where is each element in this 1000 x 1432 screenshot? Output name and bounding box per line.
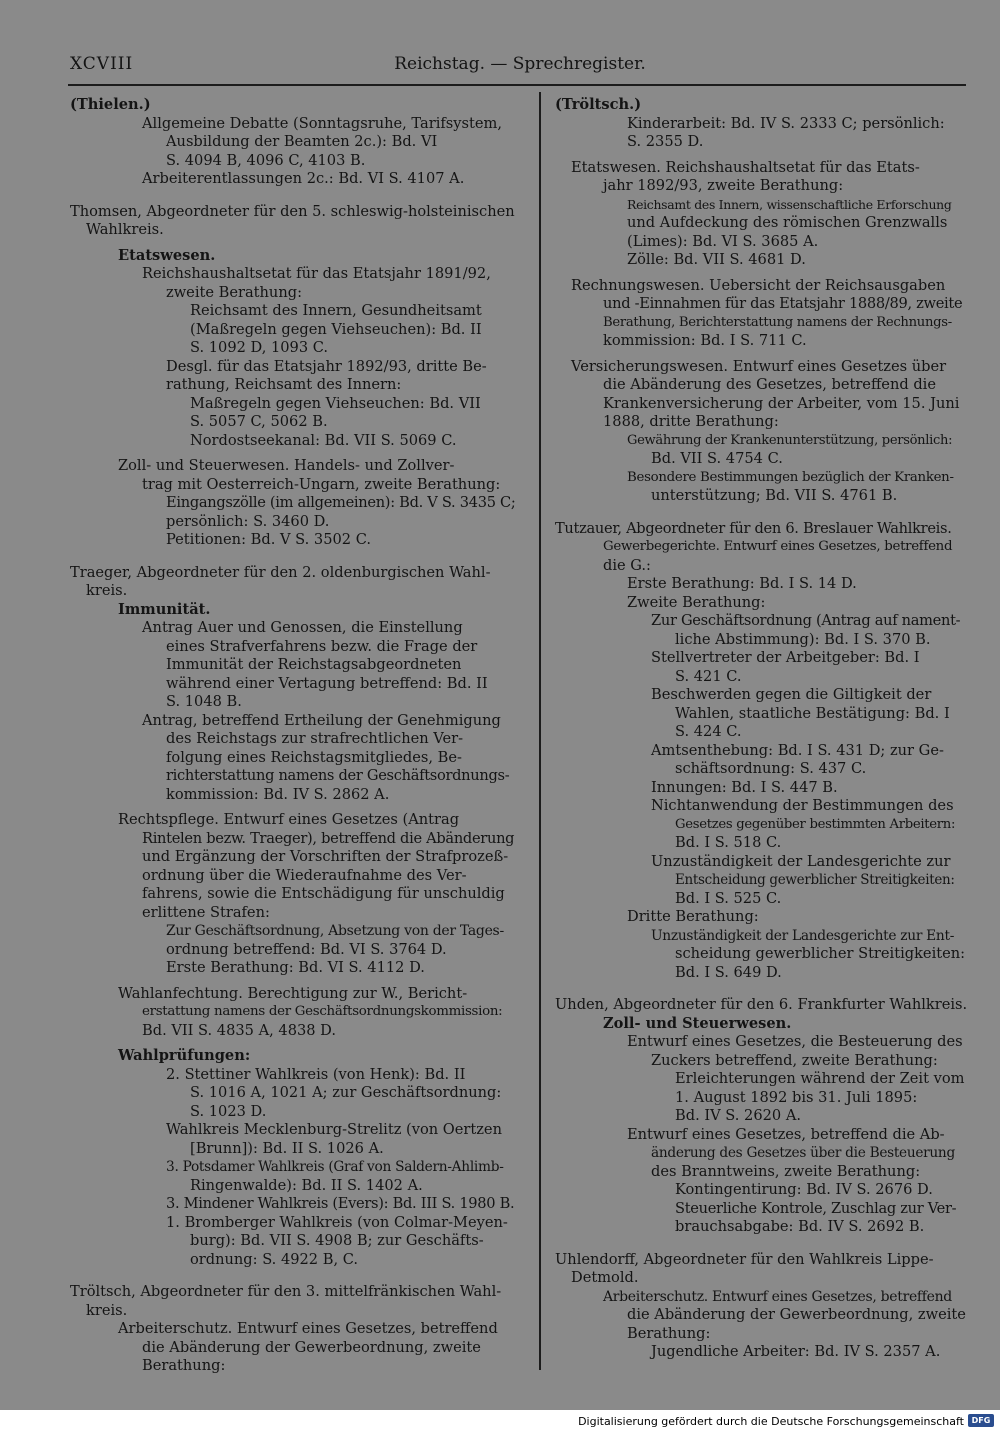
register-line: S. 5057 C, 5062 B. bbox=[190, 413, 328, 430]
register-line: Antrag, betreffend Ertheilung der Genehmigung bbox=[142, 711, 501, 729]
register-line: Allgemeine Debatte (Sonntagsruhe, Tarifsystem, bbox=[142, 114, 502, 132]
spacer bbox=[555, 1237, 967, 1251]
register-line: Zweite Berathung: bbox=[627, 593, 766, 611]
register-line: Berathung: bbox=[627, 1324, 711, 1342]
register-line: Wahlkreis Mecklenburg-Strelitz (von Oertzen bbox=[166, 1121, 502, 1138]
spacer bbox=[70, 240, 518, 247]
register-line: Zur Geschäftsordnung, Absetzung von der Tages- bbox=[166, 923, 504, 939]
register-line: Reichshaushaltsetat für das Etatsjahr 1891/92, bbox=[142, 265, 491, 282]
register-line: folgung eines Reichstagsmitgliedes, Be- bbox=[166, 748, 462, 766]
register-line: Erste Berathung: Bd. VI S. 4112 D. bbox=[166, 959, 425, 976]
register-line: Steuerliche Kontrole, Zuschlag zur Ver- bbox=[675, 1199, 957, 1217]
register-line: kreis. bbox=[86, 582, 128, 599]
register-line: Bd. IV S. 2620 A. bbox=[675, 1107, 801, 1124]
register-line: scheidung gewerblicher Streitigkeiten: bbox=[675, 945, 966, 962]
register-line: S. 4094 B, 4096 C, 4103 B. bbox=[166, 151, 366, 169]
register-line: 1. August 1892 bis 31. Juli 1895: bbox=[675, 1088, 918, 1106]
footer-credit: Digitalisierung gefördert durch die Deutsche Forschungsgemeinschaft bbox=[578, 1415, 964, 1428]
spacer bbox=[70, 978, 518, 985]
register-line: S. 1023 D. bbox=[190, 1102, 267, 1120]
register-line: Immunität der Reichstagsabgeordneten bbox=[166, 656, 462, 673]
register-line: liche Abstimmung): Bd. I S. 370 B. bbox=[675, 630, 931, 648]
register-line: (Thielen.) bbox=[70, 96, 151, 113]
register-line: Antrag Auer und Genossen, die Einstellung bbox=[142, 619, 463, 636]
register-line: ordnung betreffend: Bd. VI S. 3764 D. bbox=[166, 940, 447, 958]
register-line: Thomsen, Abgeordneter für den 5. schleswig-holsteinischen bbox=[70, 202, 515, 220]
register-line: Rechnungswesen. Uebersicht der Reichsausgaben bbox=[571, 276, 946, 294]
register-line: S. 424 C. bbox=[675, 723, 742, 740]
spacer bbox=[70, 189, 518, 203]
register-line: Eingangszölle (im allgemeinen): Bd. V S. 3435 C; bbox=[166, 494, 516, 511]
register-line: 3. Potsdamer Wahlkreis (Graf von Saldern-Ahlimb- bbox=[166, 1159, 504, 1175]
register-line: Reichsamt des Innern, wissenschaftliche Erforschung bbox=[627, 196, 952, 212]
register-line: Amtsenthebung: Bd. I S. 431 D; zur Ge- bbox=[651, 741, 944, 759]
register-line: Dritte Berathung: bbox=[627, 908, 759, 925]
register-line: Rechtspflege. Entwurf eines Gesetzes (Antrag bbox=[118, 811, 460, 828]
page-number: XCVIII bbox=[70, 54, 134, 74]
register-line: Entwurf eines Gesetzes, die Besteuerung des bbox=[627, 1033, 963, 1050]
register-line: 1. Bromberger Wahlkreis (von Colmar-Meyen- bbox=[166, 1213, 508, 1231]
register-line: Ringenwalde): Bd. II S. 1402 A. bbox=[190, 1176, 423, 1194]
register-line: (Maßregeln gegen Viehseuchen): Bd. II bbox=[190, 320, 482, 338]
register-line: Kinderarbeit: Bd. IV S. 2333 C; persönlich: bbox=[627, 114, 945, 132]
register-line: Detmold. bbox=[571, 1269, 639, 1286]
register-line: Uhden, Abgeordneter für den 6. Frankfurter Wahlkreis. bbox=[555, 996, 968, 1013]
register-line: und Aufdeckung des römischen Grenzwalls bbox=[627, 214, 948, 231]
register-line: Zuckers betreffend, zweite Berathung: bbox=[651, 1051, 938, 1069]
register-line: eines Strafverfahrens bezw. die Frage der bbox=[166, 637, 478, 655]
register-line: Unzuständigkeit der Landesgerichte zur Ent- bbox=[651, 927, 955, 944]
register-line: Arbeiterentlassungen 2c.: Bd. VI S. 4107 A. bbox=[142, 170, 465, 187]
register-line: Gesetzes gegenüber bestimmten Arbeitern: bbox=[675, 816, 956, 832]
register-line: Traeger, Abgeordneter für den 2. oldenburgischen Wahl- bbox=[70, 563, 491, 581]
register-line: die G.: bbox=[603, 556, 651, 574]
register-line: Uhlendorff, Abgeordneter für den Wahlkreis Lippe- bbox=[555, 1250, 934, 1268]
register-line: Bd. I S. 525 C. bbox=[675, 889, 782, 907]
register-line: die Abänderung der Gewerbeordnung, zweite bbox=[627, 1306, 966, 1323]
register-line: Versicherungswesen. Entwurf eines Gesetzes über bbox=[571, 357, 947, 375]
register-line: (Tröltsch.) bbox=[555, 96, 642, 113]
register-line: Gewährung der Krankenunterstützung, persönlich: bbox=[627, 432, 953, 448]
register-line: kreis. bbox=[86, 1301, 128, 1319]
register-line: Etatswesen. bbox=[118, 246, 216, 264]
register-line: Nordostseekanal: Bd. VII S. 5069 C. bbox=[190, 431, 457, 449]
register-line: des Reichstags zur strafrechtlichen Ver- bbox=[166, 730, 464, 747]
register-line: Desgl. für das Etatsjahr 1892/93, dritte Be- bbox=[166, 357, 487, 375]
spacer bbox=[555, 152, 967, 159]
register-line: die Abänderung der Gewerbeordnung, zweite bbox=[142, 1338, 481, 1356]
register-line: die Abänderung des Gesetzes, betreffend die bbox=[603, 376, 936, 393]
register-line: brauchsabgabe: Bd. IV S. 2692 B. bbox=[675, 1218, 925, 1235]
register-line: Wahlen, staatliche Bestätigung: Bd. I bbox=[675, 704, 950, 722]
register-line: Rintelen bezw. Traeger), betreffend die Abänderung bbox=[142, 829, 515, 847]
register-line: 3. Mindener Wahlkreis (Evers): Bd. III S. 1980 B. bbox=[166, 1195, 515, 1212]
spacer bbox=[70, 804, 518, 811]
column-divider bbox=[539, 92, 541, 1370]
spacer bbox=[70, 450, 518, 457]
register-line: des Branntweins, zweite Berathung: bbox=[651, 1162, 921, 1180]
register-line: und Ergänzung der Vorschriften der Strafprozeß- bbox=[142, 848, 509, 865]
register-line: Entwurf eines Gesetzes, betreffend die Ab- bbox=[627, 1125, 945, 1143]
register-line: Kontingentirung: Bd. IV S. 2676 D. bbox=[675, 1181, 933, 1198]
register-line: Arbeiterschutz. Entwurf eines Gesetzes, betreffend bbox=[118, 1320, 498, 1337]
spacer bbox=[555, 351, 967, 358]
dfg-logo: DFG bbox=[968, 1414, 994, 1427]
register-line: Krankenversicherung der Arbeiter, vom 15. Juni bbox=[603, 394, 960, 412]
register-line: Reichsamt des Innern, Gesundheitsamt bbox=[190, 302, 482, 319]
register-line: 1888, dritte Berathung: bbox=[603, 413, 779, 430]
register-line: Innungen: Bd. I S. 447 B. bbox=[651, 778, 838, 796]
register-line: rathung, Reichsamt des Innern: bbox=[166, 376, 402, 393]
register-line: Zur Geschäftsordnung (Antrag auf nament- bbox=[651, 612, 961, 629]
spacer bbox=[70, 1040, 518, 1047]
register-line: 2. Stettiner Wahlkreis (von Henk): Bd. II bbox=[166, 1065, 466, 1083]
register-line: unterstützung; Bd. VII S. 4761 B. bbox=[651, 487, 898, 504]
register-line: Maßregeln gegen Viehseuchen: Bd. VII bbox=[190, 394, 481, 412]
register-line: Tutzauer, Abgeordneter für den 6. Breslauer Wahlkreis. bbox=[555, 519, 952, 537]
register-line: Immunität. bbox=[118, 600, 211, 618]
register-line: ordnung über die Wiederaufnahme des Ver- bbox=[142, 866, 467, 884]
right-column bbox=[555, 96, 967, 1362]
spacer bbox=[555, 982, 967, 996]
register-line: Zoll- und Steuerwesen. Handels- und Zollver- bbox=[118, 457, 455, 474]
register-line: Unzuständigkeit der Landesgerichte zur bbox=[651, 852, 951, 870]
register-line: S. 1048 B. bbox=[166, 693, 242, 710]
register-line: Besondere Bestimmungen bezüglich der Kranken- bbox=[627, 469, 954, 485]
register-line: ordnung: S. 4922 B, C. bbox=[190, 1250, 359, 1268]
running-title: Reichstag. — Sprechregister. bbox=[394, 54, 646, 74]
register-line: jahr 1892/93, zweite Berathung: bbox=[603, 177, 844, 194]
register-line: Bd. VII S. 4835 A, 4838 D. bbox=[142, 1021, 337, 1039]
register-line: burg): Bd. VII S. 4908 B; zur Geschäfts- bbox=[190, 1232, 484, 1249]
register-line: (Limes): Bd. VI S. 3685 A. bbox=[627, 232, 819, 250]
register-line: Nichtanwendung der Bestimmungen des bbox=[651, 797, 954, 814]
register-line: änderung des Gesetzes über die Besteuerung bbox=[651, 1145, 955, 1161]
register-line: Stellvertreter der Arbeitgeber: Bd. I bbox=[651, 649, 920, 666]
spacer bbox=[70, 1269, 518, 1283]
register-line: trag mit Oesterreich-Ungarn, zweite Berathung: bbox=[142, 475, 501, 493]
register-line: und -Einnahmen für das Etatsjahr 1888/89, zweite bbox=[603, 295, 963, 312]
register-line: erlittene Strafen: bbox=[142, 903, 270, 921]
register-line: Beschwerden gegen die Giltigkeit der bbox=[651, 686, 932, 703]
register-line: Ausbildung der Beamten 2c.): Bd. VI bbox=[166, 133, 438, 150]
register-line: während einer Vertagung betreffend: Bd. II bbox=[166, 674, 488, 692]
register-line: Gewerbegerichte. Entwurf eines Gesetzes, betreffend bbox=[603, 539, 953, 554]
register-line: Wahlanfechtung. Berechtigung zur W., Bericht- bbox=[118, 984, 468, 1002]
spacer bbox=[70, 550, 518, 564]
register-line: Zölle: Bd. VII S. 4681 D. bbox=[627, 251, 806, 268]
register-line: Wahlkreis. bbox=[86, 221, 164, 238]
register-line: Bd. I S. 649 D. bbox=[675, 963, 782, 981]
register-line: Erleichterungen während der Zeit vom bbox=[675, 1070, 965, 1087]
register-line: Bd. VII S. 4754 C. bbox=[651, 450, 783, 467]
register-line: persönlich: S. 3460 D. bbox=[166, 512, 330, 530]
digitization-footer bbox=[0, 1410, 1000, 1432]
register-line: S. 1092 D, 1093 C. bbox=[190, 339, 329, 356]
register-line: Jugendliche Arbeiter: Bd. IV S. 2357 A. bbox=[651, 1343, 941, 1360]
register-line: erstattung namens der Geschäftsordnungskommission: bbox=[142, 1004, 503, 1019]
register-line: kommission: Bd. I S. 711 C. bbox=[603, 332, 807, 349]
register-line: Bd. I S. 518 C. bbox=[675, 834, 782, 851]
register-line: S. 2355 D. bbox=[627, 133, 704, 150]
page-header bbox=[70, 54, 970, 84]
register-line: Erste Berathung: Bd. I S. 14 D. bbox=[627, 575, 857, 592]
register-line: Zoll- und Steuerwesen. bbox=[603, 1014, 792, 1032]
header-rule bbox=[68, 84, 966, 86]
register-line: fahrens, sowie die Entschädigung für unschuldig bbox=[142, 885, 505, 902]
register-line: Berathung, Berichterstattung namens der Rechnungs- bbox=[603, 314, 952, 330]
register-line: kommission: Bd. IV S. 2862 A. bbox=[166, 785, 390, 803]
register-line: schäftsordnung: S. 437 C. bbox=[675, 760, 867, 777]
register-line: [Brunn]): Bd. II S. 1026 A. bbox=[190, 1139, 384, 1157]
register-line: S. 421 C. bbox=[675, 667, 742, 685]
spacer bbox=[555, 270, 967, 277]
register-line: Petitionen: Bd. V S. 3502 C. bbox=[166, 531, 371, 548]
register-line: S. 1016 A, 1021 A; zur Geschäftsordnung: bbox=[190, 1084, 502, 1101]
register-line: richterstattung namens der Geschäftsordnungs- bbox=[166, 767, 510, 784]
register-line: Etatswesen. Reichshaushaltsetat für das Etats- bbox=[571, 158, 920, 176]
register-line: Berathung: bbox=[142, 1357, 226, 1374]
left-column bbox=[70, 96, 518, 1376]
register-line: Entscheidung gewerblicher Streitigkeiten: bbox=[675, 872, 955, 888]
spacer bbox=[555, 506, 967, 520]
register-line: zweite Berathung: bbox=[166, 283, 302, 301]
register-line: Wahlprüfungen: bbox=[118, 1047, 251, 1064]
register-line: Tröltsch, Abgeordneter für den 3. mittelfränkischen Wahl- bbox=[70, 1283, 502, 1300]
register-line: Arbeiterschutz. Entwurf eines Gesetzes, betreffend bbox=[603, 1288, 952, 1305]
